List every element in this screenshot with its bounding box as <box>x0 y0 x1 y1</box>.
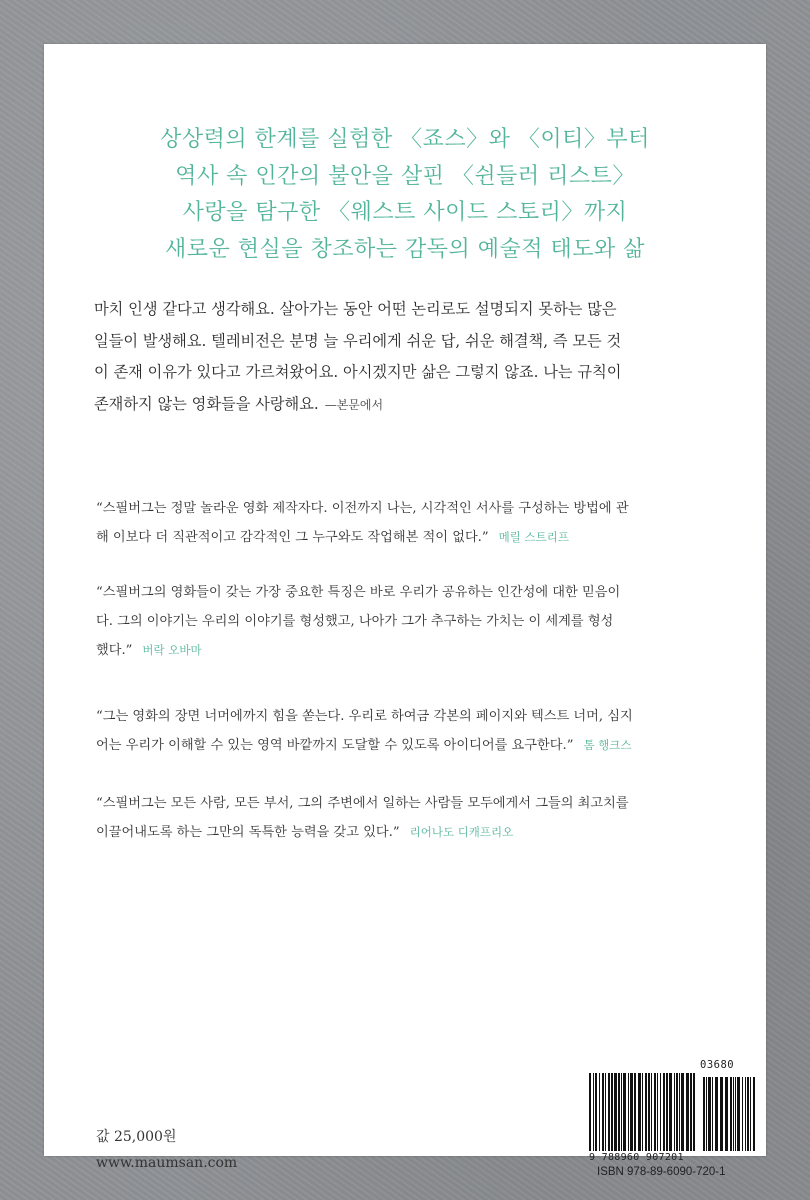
headline-line: 사랑을 탐구한 〈웨스트 사이드 스토리〉까지 <box>182 200 628 225</box>
main-quote-line: 일들이 발생해요. 텔레비전은 분명 늘 우리에게 쉬운 답, 쉬운 해결책, 즉 모든 것 <box>94 331 622 350</box>
review-last-line <box>96 636 730 665</box>
barcode-addon-bar <box>753 1077 755 1151</box>
review-tom-hanks <box>96 702 730 760</box>
review-last-line <box>96 818 730 847</box>
review-barack-obama <box>96 578 730 665</box>
barcode-bars <box>589 1073 764 1153</box>
barcode-bar <box>621 1073 622 1151</box>
main-quote-source: —본문에서 <box>324 397 384 412</box>
review-line: “그는 영화의 장면 너머에까지 힘을 쏟는다. 우리로 하여금 각본의 페이지와 텍스트 너머, 심지 <box>96 709 633 724</box>
review-line: “스필버그의 영화들이 갖는 가장 중요한 특징은 바로 우리가 공유하는 인간성에 대한 믿음이 <box>96 585 621 600</box>
barcode-addon-bar <box>747 1077 749 1151</box>
barcode-bar <box>628 1073 629 1151</box>
barcode-bar <box>693 1073 695 1151</box>
barcode-bar <box>611 1073 613 1151</box>
barcode-bar <box>648 1073 650 1151</box>
review-last-line <box>96 523 730 552</box>
barcode-addon-bar <box>720 1077 723 1151</box>
review-line: “스필버그는 모든 사람, 모든 부서, 그의 주변에서 일하는 사람들 모두에게서 그들의 최고치를 <box>96 796 629 811</box>
review-meryl-streep <box>96 494 730 552</box>
barcode-bar <box>654 1073 656 1151</box>
isbn-barcode <box>589 1059 764 1187</box>
barcode-bar <box>681 1073 684 1151</box>
main-quote <box>94 294 726 421</box>
review-line: 했다.” <box>96 643 133 658</box>
barcode-bar <box>657 1073 658 1151</box>
review-line: 이끌어내도록 하는 그만의 독특한 능력을 갖고 있다.” <box>96 825 400 840</box>
headline-line: 상상력의 한계를 실험한 〈죠스〉와 〈이티〉부터 <box>160 127 650 152</box>
barcode-bar <box>589 1073 591 1151</box>
barcode-bar <box>623 1073 626 1151</box>
review-attribution: 버락 오바마 <box>142 643 202 657</box>
main-quote-line: 이 존재 이유가 있다고 가르쳐왔어요. 아시겠지만 삶은 그렇지 않죠. 나는 규칙이 <box>94 363 622 381</box>
main-quote-last-line <box>94 389 726 422</box>
barcode-addon-bar <box>730 1077 732 1151</box>
barcode-addon-bar <box>735 1077 736 1151</box>
isbn-text: ISBN 978-89-6090-720-1 <box>597 1166 726 1178</box>
barcode-bar <box>676 1073 678 1151</box>
barcode-bar <box>679 1073 680 1151</box>
review-attribution: 메릴 스트리프 <box>498 530 569 544</box>
barcode-bar <box>608 1073 610 1151</box>
barcode-addon-bar <box>737 1077 740 1151</box>
barcode-bar <box>593 1073 594 1151</box>
barcode-ean-digits: 9 788960 907201 <box>589 1152 684 1163</box>
barcode-bar <box>669 1073 672 1151</box>
back-cover <box>44 44 766 1178</box>
headline-line: 역사 속 인간의 불안을 살핀 〈쉰들러 리스트〉 <box>175 163 635 189</box>
barcode-addon-bar <box>745 1077 746 1151</box>
headline-line: 새로운 현실을 창조하는 감독의 예술적 태도와 삶 <box>164 236 645 262</box>
barcode-addon-bar <box>708 1077 711 1151</box>
review-attribution: 톰 행크스 <box>583 738 632 752</box>
barcode-bar <box>674 1073 675 1151</box>
barcode-bar <box>686 1073 689 1151</box>
barcode-addon-bar <box>712 1077 713 1151</box>
website-url: www.maumsan.com <box>96 1155 238 1171</box>
main-quote-line: 마치 인생 같다고 생각해요. 살아가는 동안 어떤 논리로도 설명되지 못하는 많은 <box>94 300 617 318</box>
barcode-bar <box>690 1073 692 1151</box>
barcode-bar <box>645 1073 647 1151</box>
barcode-addon-bar <box>725 1077 728 1151</box>
price: 값 25,000원 <box>96 1129 177 1145</box>
barcode-bar <box>651 1073 652 1151</box>
barcode-bar <box>599 1073 600 1151</box>
review-line: “스필버그는 정말 놀라운 영화 제작자다. 이전까지 나는, 시각적인 서사를 구성하는 방법에 관 <box>96 501 629 516</box>
barcode-bar <box>666 1073 668 1151</box>
barcode-addon-bar <box>750 1077 751 1151</box>
barcode-bar <box>663 1073 665 1151</box>
barcode-bar <box>660 1073 661 1151</box>
barcode-bar <box>634 1073 636 1151</box>
barcode-addon-bar <box>715 1077 718 1151</box>
headline <box>44 122 766 268</box>
barcode-bar <box>642 1073 643 1151</box>
barcode-addon-bar <box>742 1077 743 1151</box>
review-last-line <box>96 731 730 760</box>
review-line: 어는 우리가 이해할 수 있는 영역 바깥까지 도달할 수 있도록 아이디어를 요구한다.” <box>96 738 574 753</box>
barcode-addon-bar <box>706 1077 707 1151</box>
barcode-bar <box>618 1073 620 1151</box>
review-line: 해 이보다 더 직관적이고 감각적인 그 누구와도 작업해본 적이 없다.” <box>96 530 489 545</box>
barcode-addon-bar <box>733 1077 734 1151</box>
barcode-bar <box>605 1073 606 1151</box>
barcode-addon-number: 03680 <box>700 1059 735 1071</box>
review-line: 다. 그의 이야기는 우리의 이야기를 형성했고, 나아가 그가 추구하는 가치는 이 세계를 형성 <box>96 614 614 629</box>
barcode-bar <box>602 1073 604 1151</box>
barcode-bar <box>638 1073 641 1151</box>
barcode-bar <box>595 1073 597 1151</box>
review-leonardo-dicaprio <box>96 789 730 847</box>
review-attribution: 리어나도 디캐프리오 <box>409 825 514 839</box>
barcode-addon-bar <box>703 1077 705 1151</box>
barcode-bar <box>614 1073 617 1151</box>
main-quote-line: 존재하지 않는 영화들을 사랑해요. <box>94 394 319 413</box>
barcode-bar <box>630 1073 633 1151</box>
